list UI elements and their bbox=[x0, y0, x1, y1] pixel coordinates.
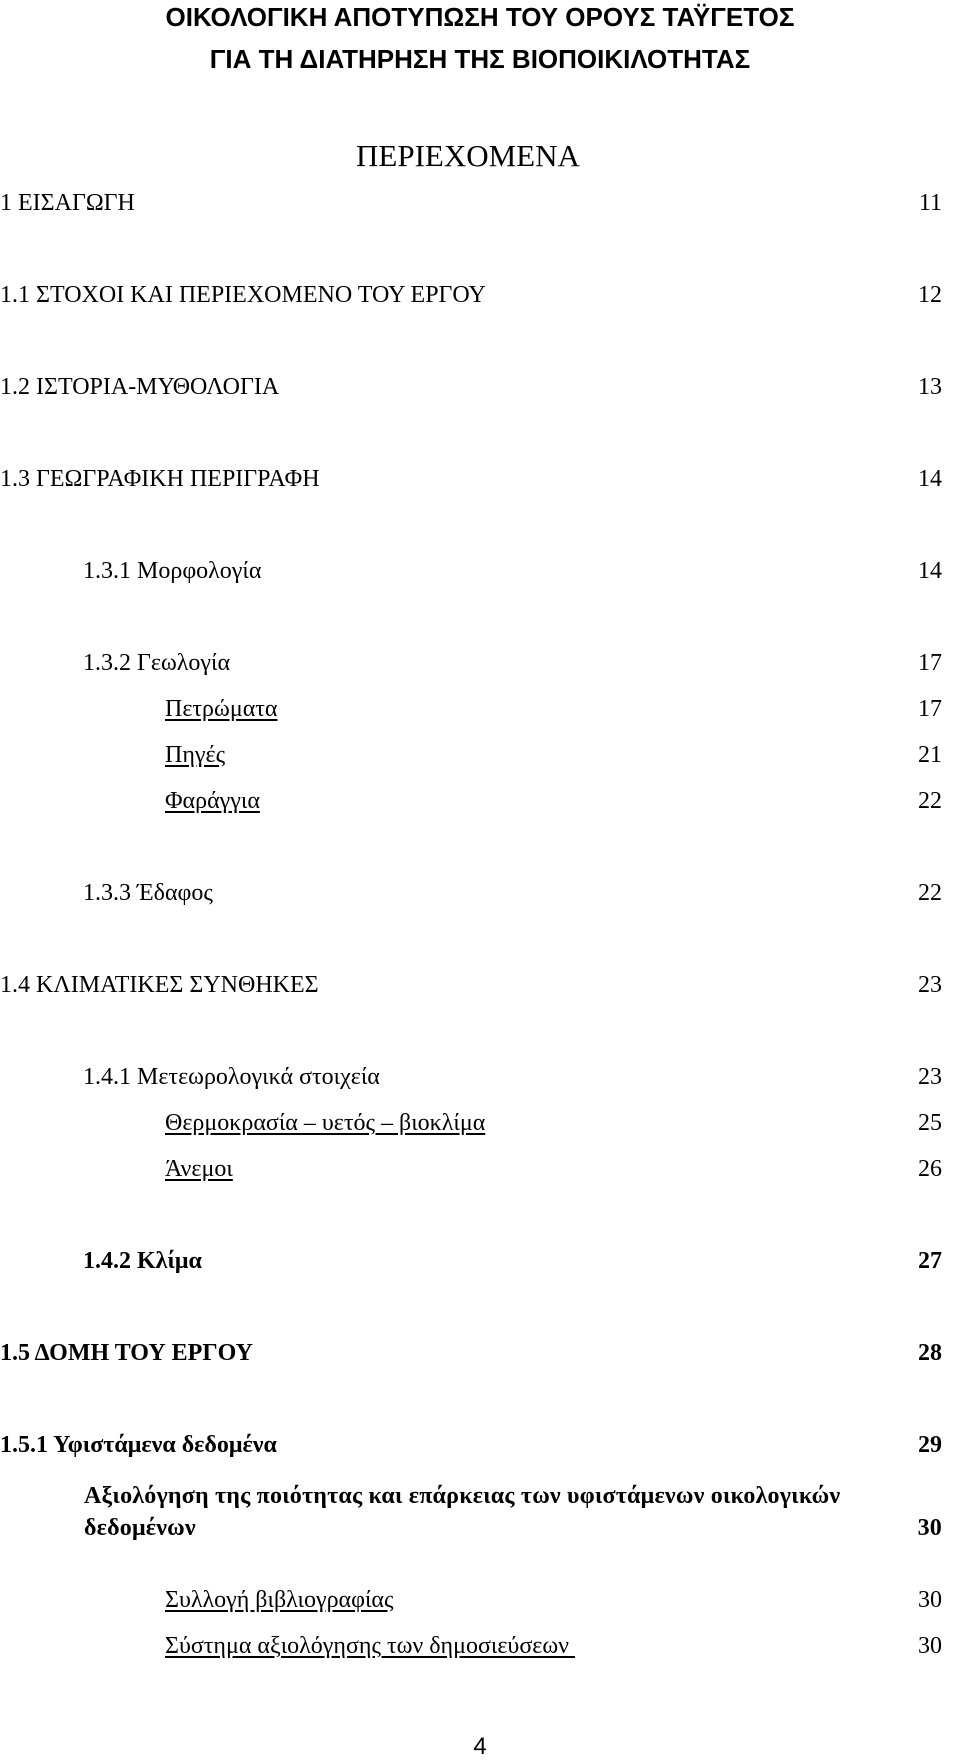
toc-entry-label: 1.3.2 Γεωλογία bbox=[83, 650, 231, 676]
toc-entry bbox=[84, 1480, 952, 1544]
toc-entry-page: 22 bbox=[918, 788, 942, 814]
toc-entry bbox=[83, 651, 942, 675]
toc-entry-page: 14 bbox=[918, 466, 942, 492]
toc-entry bbox=[0, 973, 942, 997]
toc-entry bbox=[0, 1433, 942, 1457]
toc-entry-page: 14 bbox=[918, 558, 942, 584]
toc-entry bbox=[165, 743, 942, 767]
toc-entry bbox=[165, 1588, 942, 1612]
toc-entry-page: 17 bbox=[918, 696, 942, 722]
toc-entry-label: 1.3 ΓΕΩΓΡΑΦΙΚΗ ΠΕΡΙΓΡΑΦΗ bbox=[0, 466, 320, 492]
toc-entry-label: 1.4.1 Μετεωρολογικά στοιχεία bbox=[83, 1064, 380, 1090]
toc-entry-label: Σύστημα αξιολόγησης των δημοσιεύσεων bbox=[165, 1633, 575, 1659]
toc-entry-page: 12 bbox=[918, 282, 942, 308]
toc-entry-page: 30 bbox=[918, 1587, 942, 1613]
toc-entry bbox=[165, 1634, 942, 1658]
toc-entry bbox=[165, 697, 942, 721]
toc-entry-page: 26 bbox=[918, 1156, 942, 1182]
toc-entry bbox=[83, 881, 942, 905]
page-number: 4 bbox=[473, 1733, 487, 1760]
toc-entry-page: 13 bbox=[918, 374, 942, 400]
toc-entry-page: 17 bbox=[918, 650, 942, 676]
document-title-line-1: ΟΙΚΟΛΟΓΙΚΗ ΑΠΟΤΥΠΩΣΗ ΤΟΥ ΟΡΟΥΣ ΤΑΫΓΕΤΟΣ bbox=[165, 2, 795, 32]
toc-entry-page: 30 bbox=[917, 1515, 942, 1541]
toc-entry-label: Θερμοκρασία – υετός – βιοκλίμα bbox=[165, 1110, 486, 1136]
toc-entry bbox=[83, 1249, 942, 1273]
toc-entry-label: Πηγές bbox=[165, 742, 226, 768]
toc-entry-label: 1.5.1 Υφιστάμενα δεδομένα bbox=[0, 1432, 277, 1458]
toc-entry-label-line-1: Αξιολόγηση της ποιότητας και επάρκειας των υφιστάμενων οικολογικών bbox=[84, 1483, 841, 1509]
toc-entry bbox=[165, 1111, 942, 1135]
toc-entry-page: 27 bbox=[918, 1248, 942, 1274]
toc-entry bbox=[0, 191, 942, 215]
toc-entry bbox=[0, 467, 942, 491]
toc-entry-page: 22 bbox=[918, 880, 942, 906]
toc-entry-page: 11 bbox=[918, 190, 942, 216]
toc-entry-label: Συλλογή βιβλιογραφίας bbox=[165, 1587, 394, 1613]
toc-entry-label: 1.3.1 Μορφολογία bbox=[83, 558, 262, 584]
toc-entry bbox=[165, 1157, 942, 1181]
toc-entry-label: 1.4.2 Κλίμα bbox=[83, 1248, 202, 1274]
toc-entry bbox=[83, 559, 942, 583]
toc-entry bbox=[83, 1065, 942, 1089]
toc-entry-page: 23 bbox=[918, 972, 942, 998]
toc-entry bbox=[0, 1341, 942, 1365]
toc-entry-label: 1.4 ΚΛΙΜΑΤΙΚΕΣ ΣΥΝΘΗΚΕΣ bbox=[0, 972, 319, 998]
toc-entry-page: 30 bbox=[918, 1633, 942, 1659]
toc-entry-label-line-2: δεδομένων bbox=[84, 1515, 196, 1541]
toc-entry-label: Άνεμοι bbox=[165, 1156, 233, 1182]
toc-entry-label: 1.3.3 Έδαφος bbox=[83, 880, 213, 906]
contents-heading: ΠΕΡΙΕΧΟΜΕΝΑ bbox=[356, 138, 580, 173]
toc-entry-page: 28 bbox=[918, 1340, 942, 1366]
toc-entry-label: 1 ΕΙΣΑΓΩΓΗ bbox=[0, 190, 135, 216]
toc-entry-label: 1.5 ΔΟΜΗ ΤΟΥ ΕΡΓΟΥ bbox=[0, 1340, 253, 1366]
toc-entry-label: Πετρώματα bbox=[165, 696, 278, 722]
toc-entry bbox=[165, 789, 942, 813]
toc-entry bbox=[0, 283, 942, 307]
toc-entry-label: 1.2 ΙΣΤΟΡΙΑ-ΜΥΘΟΛΟΓΙΑ bbox=[0, 374, 280, 400]
toc-entry-label: 1.1 ΣΤΟΧΟΙ ΚΑΙ ΠΕΡΙΕΧΟΜΕΝΟ ΤΟΥ ΕΡΓΟΥ bbox=[0, 282, 486, 308]
toc-entry-page: 21 bbox=[918, 742, 942, 768]
toc-entry-page: 23 bbox=[918, 1064, 942, 1090]
toc-entry-page: 25 bbox=[918, 1110, 942, 1136]
document-title-line-2: ΓΙΑ ΤΗ ΔΙΑΤΗΡΗΣΗ ΤΗΣ ΒΙΟΠΟΙΚΙΛΟΤΗΤΑΣ bbox=[209, 44, 751, 74]
toc-entry-label: Φαράγγια bbox=[165, 788, 260, 814]
toc-entry-page: 29 bbox=[918, 1432, 942, 1458]
toc-entry bbox=[0, 375, 942, 399]
